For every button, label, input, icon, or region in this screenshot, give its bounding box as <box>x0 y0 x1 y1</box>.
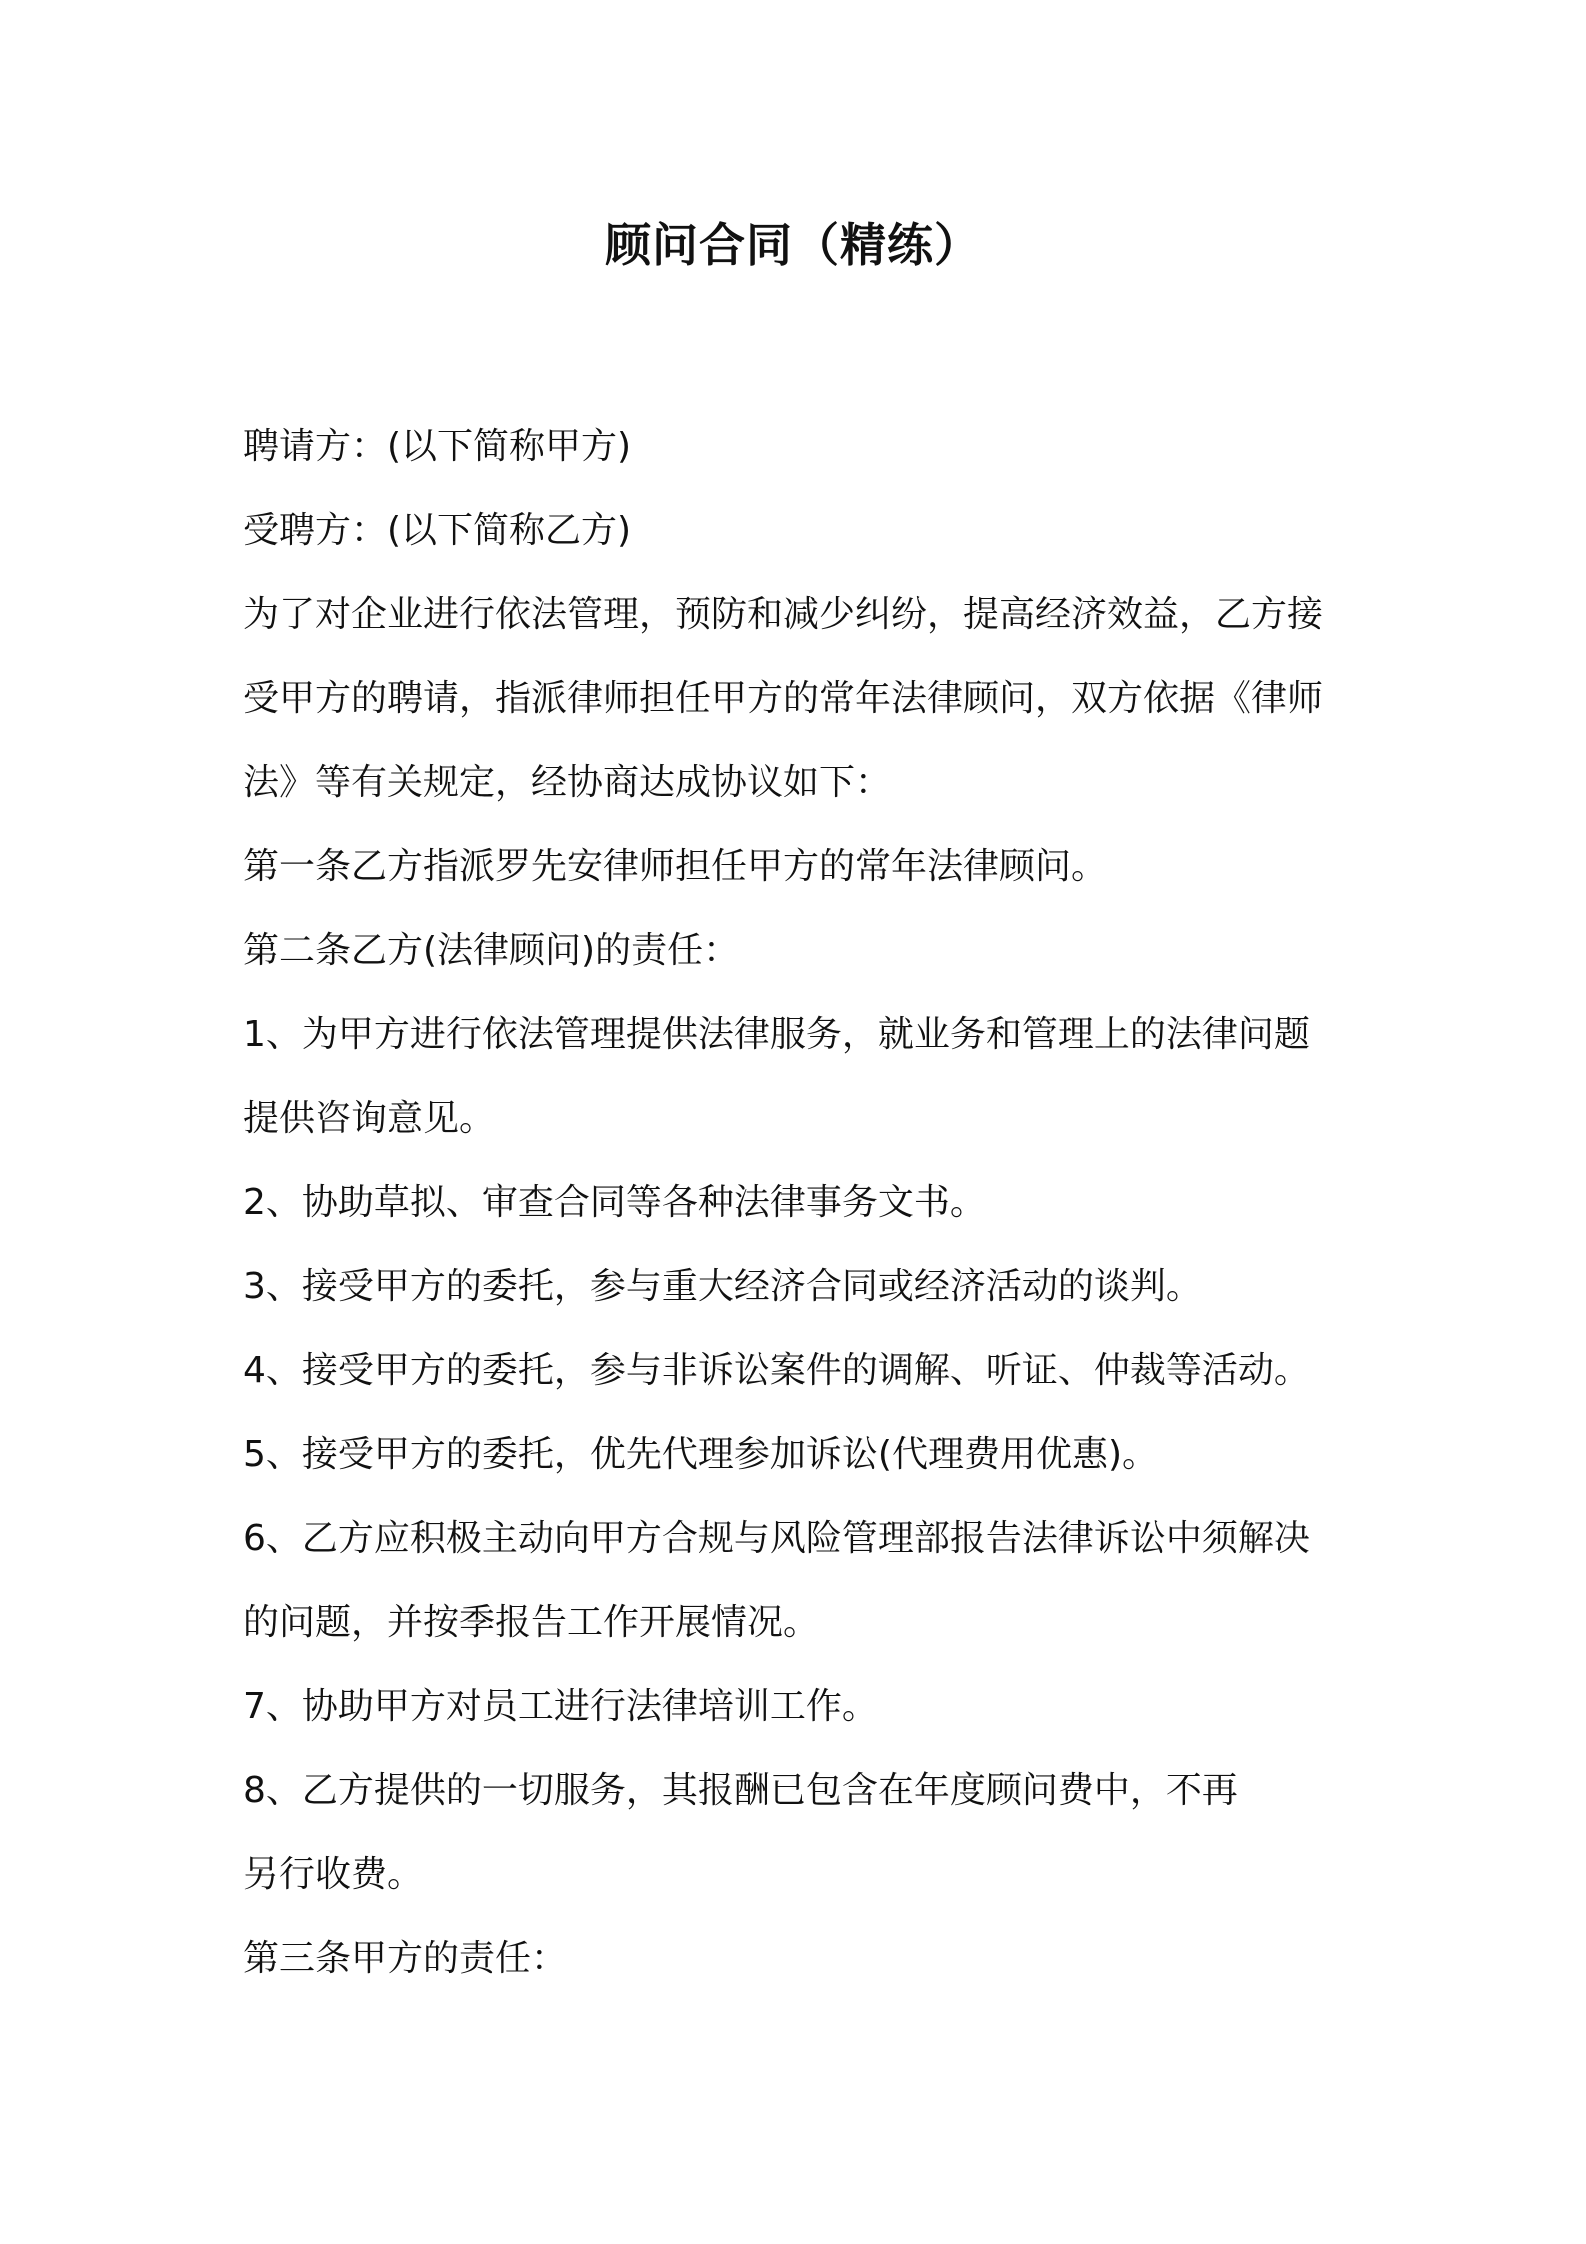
duty-8-line-2: 另行收费。 <box>243 1854 424 1895</box>
duty-8-line-1: 8、乙方提供的一切服务，其报酬已包含在年度顾问费中，不再 <box>243 1770 1238 1811</box>
duty-2: 2、协助草拟、审查合同等各种法律事务文书。 <box>243 1182 986 1223</box>
duty-1-line-1: 1、为甲方进行依法管理提供法律服务，就业务和管理上的法律问题 <box>243 1014 1310 1055</box>
duty-1-line-2: 提供咨询意见。 <box>243 1098 496 1139</box>
article-3-heading: 第三条甲方的责任： <box>243 1938 568 1979</box>
duty-7: 7、协助甲方对员工进行法律培训工作。 <box>243 1686 878 1727</box>
duty-5: 5、接受甲方的委托，优先代理参加诉讼(代理费用优惠)。 <box>243 1434 1158 1475</box>
article-2-heading: 第二条乙方(法律顾问)的责任： <box>243 930 740 971</box>
preamble-line-3: 法》等有关规定，经协商达成协议如下： <box>243 762 892 803</box>
document-body <box>243 405 1363 2001</box>
preamble-line-1: 为了对企业进行依法管理，预防和减少纠纷，提高经济效益，乙方接 <box>243 594 1324 635</box>
party-b-line: 受聘方：(以下简称乙方) <box>243 510 632 551</box>
duty-4: 4、接受甲方的委托，参与非诉讼案件的调解、听证、仲裁等活动。 <box>243 1350 1310 1391</box>
duty-6-line-2: 的问题，并按季报告工作开展情况。 <box>243 1602 820 1643</box>
party-a-line: 聘请方：(以下简称甲方) <box>243 426 632 467</box>
preamble-line-2: 受甲方的聘请，指派律师担任甲方的常年法律顾问，双方依据《律师 <box>243 678 1324 719</box>
duty-6-line-1: 6、乙方应积极主动向甲方合规与风险管理部报告法律诉讼中须解决 <box>243 1518 1310 1559</box>
document-title: 顾问合同（精练） <box>605 218 981 272</box>
duty-3: 3、接受甲方的委托，参与重大经济合同或经济活动的谈判。 <box>243 1266 1202 1307</box>
article-1: 第一条乙方指派罗先安律师担任甲方的常年法律顾问。 <box>243 846 1108 887</box>
